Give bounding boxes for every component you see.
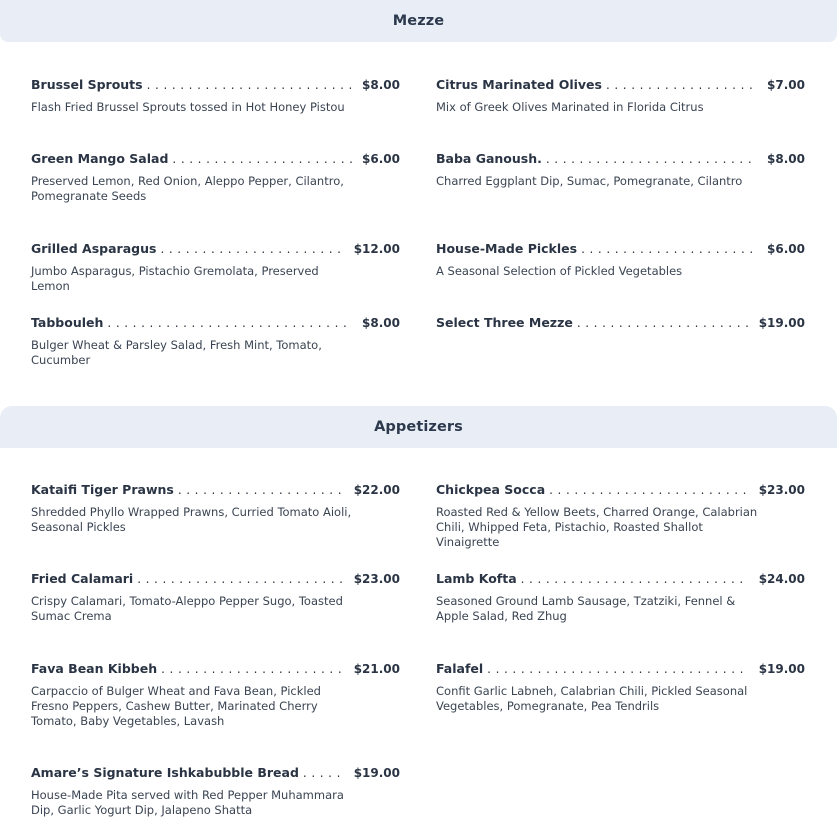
item-price: $6.00	[362, 152, 400, 166]
dot-leader	[487, 662, 749, 676]
dot-leader	[137, 572, 343, 586]
menu-item-green-mango-salad	[31, 151, 400, 204]
menu-item-falafel	[436, 661, 805, 714]
dot-leader	[546, 152, 757, 166]
dot-leader	[521, 572, 749, 586]
item-name: House-Made Pickles	[436, 241, 578, 256]
menu-item-kataifi-tiger-prawns	[31, 482, 400, 535]
dot-leader	[303, 766, 344, 780]
item-description: A Seasonal Selection of Pickled Vegetables	[436, 264, 683, 278]
item-price: $19.00	[758, 316, 805, 330]
item-description: Charred Eggplant Dip, Sumac, Pomegranate, Cilantro	[436, 174, 743, 188]
dot-leader	[577, 316, 749, 330]
item-description: Bulger Wheat & Parsley Salad, Fresh Mint, Tomato, Cucumber	[31, 338, 322, 367]
item-description: Seasoned Ground Lamb Sausage, Tzatziki, Fennel & Apple Salad, Red Zhug	[436, 594, 736, 623]
dot-leader	[581, 242, 757, 256]
item-price: $21.00	[353, 662, 400, 676]
item-price: $22.00	[353, 483, 400, 497]
section-header-mezze	[0, 0, 837, 42]
menu-item-tabbouleh	[31, 315, 400, 368]
item-description: Roasted Red & Yellow Beets, Charred Orange, Calabrian Chili, Whipped Feta, Pistachio, Roasted Shallot Vinaigrette	[436, 505, 758, 549]
menu-item-ishkabubble-bread	[31, 765, 400, 818]
item-description: Mix of Greek Olives Marinated in Florida Citrus	[436, 100, 704, 114]
item-description: Preserved Lemon, Red Onion, Aleppo Pepper, Cilantro, Pomegranate Seeds	[31, 174, 344, 203]
item-price: $19.00	[353, 766, 400, 780]
dot-leader	[147, 78, 352, 92]
menu-item-baba-ganoush	[436, 151, 805, 189]
item-name: Amare’s Signature Ishkabubble Bread	[31, 765, 299, 780]
item-description: Jumbo Asparagus, Pistachio Gremolata, Preserved Lemon	[31, 264, 319, 293]
dot-leader	[549, 483, 749, 497]
item-price: $23.00	[353, 572, 400, 586]
item-description: Shredded Phyllo Wrapped Prawns, Curried Tomato Aioli, Seasonal Pickles	[31, 505, 352, 534]
item-price: $24.00	[758, 572, 805, 586]
item-name: Chickpea Socca	[436, 482, 546, 497]
section-header-appetizers	[0, 406, 837, 448]
item-price: $8.00	[362, 78, 400, 92]
item-name: Kataifi Tiger Prawns	[31, 482, 174, 497]
section-title: Appetizers	[374, 419, 463, 435]
item-price: $12.00	[353, 242, 400, 256]
menu-item-select-three-mezze	[436, 315, 805, 338]
item-price: $6.00	[767, 242, 805, 256]
item-description: Flash Fried Brussel Sprouts tossed in Hot Honey Pistou	[31, 100, 345, 114]
menu-item-grilled-asparagus	[31, 241, 400, 294]
item-price: $7.00	[767, 78, 805, 92]
menu-item-lamb-kofta	[436, 571, 805, 624]
item-name: Lamb Kofta	[436, 571, 517, 586]
menu-item-fried-calamari	[31, 571, 400, 624]
item-name: Green Mango Salad	[31, 151, 169, 166]
item-description: Crispy Calamari, Tomato-Aleppo Pepper Sugo, Toasted Sumac Crema	[31, 594, 343, 623]
item-name: Tabbouleh	[31, 315, 104, 330]
item-name: Citrus Marinated Olives	[436, 77, 602, 92]
section-title: Mezze	[392, 13, 445, 29]
item-description: House-Made Pita served with Red Pepper Muhammara Dip, Garlic Yogurt Dip, Jalapeno Shatta	[31, 788, 344, 817]
item-name: Fried Calamari	[31, 571, 134, 586]
menu-item-brussel-sprouts	[31, 77, 400, 115]
item-description: Carpaccio of Bulger Wheat and Fava Bean, Pickled Fresno Peppers, Cashew Butter, Marinated Cherry Tomato, Baby Vegetables, Lavash	[31, 684, 321, 728]
item-name: Baba Ganoush.	[436, 151, 542, 166]
dot-leader	[161, 662, 344, 676]
menu-item-chickpea-socca	[436, 482, 805, 550]
dot-leader	[178, 483, 344, 497]
item-price: $8.00	[767, 152, 805, 166]
item-description: Confit Garlic Labneh, Calabrian Chili, Pickled Seasonal Vegetables, Pomegranate, Pea Tendrils	[436, 684, 748, 713]
menu-item-citrus-marinated-olives	[436, 77, 805, 115]
dot-leader	[606, 78, 757, 92]
item-name: Brussel Sprouts	[31, 77, 143, 92]
dot-leader	[160, 242, 343, 256]
item-name: Falafel	[436, 661, 484, 676]
menu-item-house-made-pickles	[436, 241, 805, 279]
item-price: $23.00	[758, 483, 805, 497]
item-price: $19.00	[758, 662, 805, 676]
dot-leader	[172, 152, 352, 166]
dot-leader	[107, 316, 352, 330]
item-name: Grilled Asparagus	[31, 241, 157, 256]
item-price: $8.00	[362, 316, 400, 330]
item-name: Select Three Mezze	[436, 315, 573, 330]
menu-item-fava-bean-kibbeh	[31, 661, 400, 729]
item-name: Fava Bean Kibbeh	[31, 661, 158, 676]
